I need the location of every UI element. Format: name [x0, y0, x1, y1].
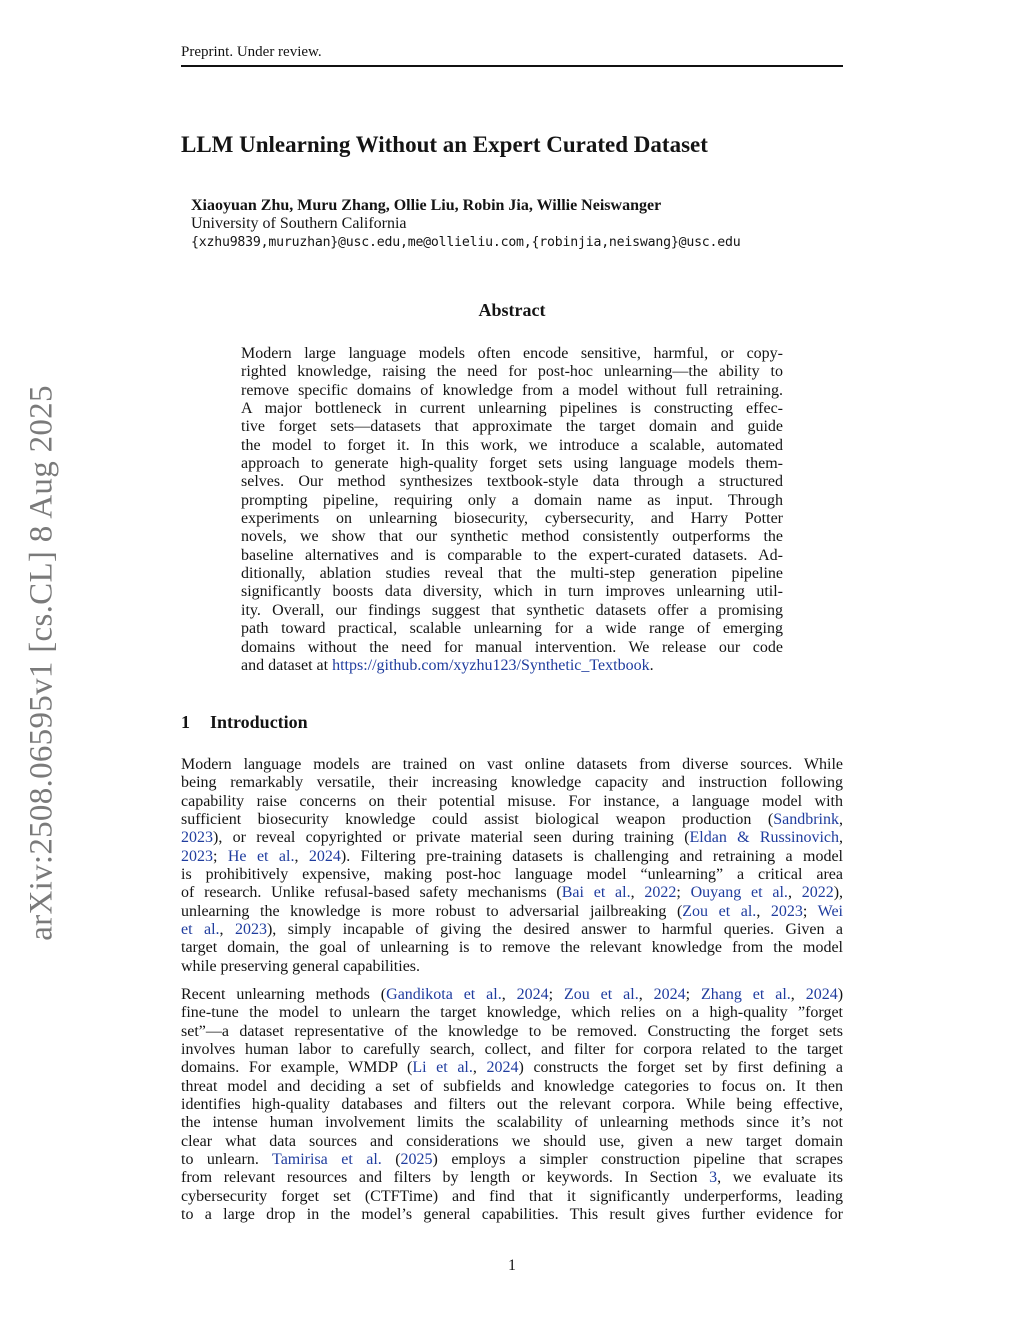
text-run: ,: [501, 986, 517, 1003]
text-line: [181, 1133, 843, 1151]
author-list: Xiaoyuan Zhu, Muru Zhang, Ollie Liu, Robin Jia, Willie Neiswanger: [191, 197, 662, 214]
citation-link[interactable]: 2024: [653, 986, 686, 1003]
text-run: ;: [685, 986, 701, 1003]
text-run: ditionally, ablation studies reveal that the multi-step generation pipeline: [241, 565, 783, 583]
text-run: Modern language models are trained on vast online datasets from diverse sources. While: [181, 756, 843, 773]
citation-link[interactable]: Gandikota et al.: [386, 986, 502, 1003]
citation-link[interactable]: 2023: [181, 847, 213, 865]
text-run: capability raise concerns on their potential misuse. For instance, a language model with: [181, 792, 843, 810]
text-run: the intense human involvement limits the scalability of unlearning methods since it’s not: [181, 1114, 843, 1132]
text-run: domains without the need for manual intervention. We release our code: [241, 638, 783, 656]
text-line: [181, 1169, 843, 1187]
text-run: to unlearn.: [181, 1151, 273, 1169]
text-line: [241, 657, 783, 675]
text-line: [241, 345, 783, 363]
text-line: [181, 774, 843, 792]
text-line: [181, 793, 843, 811]
text-line: [181, 1004, 843, 1022]
text-line: [181, 921, 843, 939]
text-run: Modern large language models often encode sensitive, harmful, or copy-: [241, 345, 783, 362]
text-run: clear what data sources and considerations we should use, given a new target domain: [181, 1132, 843, 1150]
text-line: [241, 547, 783, 565]
citation-link[interactable]: Bai et al.: [561, 884, 631, 902]
text-line: [181, 1206, 843, 1224]
text-line: [181, 848, 843, 866]
citation-link[interactable]: 2023: [770, 902, 803, 920]
text-line: [241, 620, 783, 638]
citation-link[interactable]: Zhang et al.: [700, 986, 791, 1003]
text-line: [181, 866, 843, 884]
text-line: [241, 510, 783, 528]
text-line: [181, 811, 843, 829]
text-run: and dataset at: [241, 656, 333, 674]
text-run: remove specific domains of knowledge from a model without full retraining.: [241, 381, 783, 399]
intro-paragraph-1: [181, 756, 843, 976]
text-line: [241, 565, 783, 583]
text-line: [181, 1078, 843, 1096]
text-run: ;: [548, 986, 564, 1003]
text-run: ),: [833, 884, 843, 902]
citation-link[interactable]: 2024: [805, 986, 838, 1003]
abstract-heading: Abstract: [478, 300, 546, 320]
text-run: the model to forget it. In this work, we introduce a scalable, automated: [241, 436, 783, 454]
citation-link[interactable]: et al.: [181, 921, 220, 939]
citation-link[interactable]: 2025: [400, 1151, 433, 1169]
text-run: (: [381, 1151, 401, 1169]
text-run: sufficient biosecurity knowledge could assist biological weapon production (: [181, 811, 774, 829]
text-run: Recent unlearning methods (: [181, 986, 387, 1003]
text-line: [181, 986, 843, 1004]
citation-link[interactable]: Ouyang et al.: [690, 884, 788, 902]
citation-link[interactable]: 2023: [181, 829, 213, 847]
affiliation: University of Southern California: [191, 215, 407, 232]
text-line: [241, 528, 783, 546]
text-run: ). Filtering pre-training datasets is challenging and retraining a model: [340, 847, 843, 865]
text-run: ,: [839, 829, 843, 847]
text-run: significantly boosts data diversity, which in turn improves unlearning util-: [241, 583, 783, 601]
text-run: tive forget sets—datasets that approximate the target domain and guide: [241, 418, 783, 436]
text-line: [241, 639, 783, 657]
text-run: ,: [294, 847, 309, 865]
citation-link[interactable]: He et al.: [227, 847, 295, 865]
text-run: ity. Overall, our findings suggest that synthetic datasets offer a promising: [241, 601, 783, 619]
text-run: set”—a dataset representative of the knowledge to be removed. Constructing the forget sets: [181, 1022, 843, 1040]
text-line: [181, 1041, 843, 1059]
text-run: ) employs a simpler construction pipeline that scrapes: [432, 1151, 843, 1169]
text-line: [181, 1188, 843, 1206]
text-run: fine-tune the model to unlearn the target knowledge, which relies on a high-quality ”forget: [181, 1004, 843, 1022]
text-run: ;: [802, 902, 818, 920]
text-run: domains. For example, WMDP (: [181, 1059, 413, 1077]
page-number: 1: [508, 1257, 516, 1274]
citation-link[interactable]: Tamirisa et al.: [272, 1151, 382, 1169]
text-run: righted knowledge, raising the need for post-hoc unlearning—the ability to: [241, 363, 783, 381]
citation-link[interactable]: Sandbrink: [773, 811, 839, 829]
text-run: being remarkably versatile, their increasing knowledge capacity and instruction following: [181, 774, 843, 792]
text-run: approach to generate high-quality forget sets using language models them-: [241, 455, 783, 473]
text-run: involves human labor to carefully search, collect, and filter for corpora related to the target: [181, 1041, 843, 1059]
text-line: [181, 1023, 843, 1041]
text-line: [181, 1096, 843, 1114]
text-run: ,: [756, 902, 771, 920]
text-line: [181, 884, 843, 902]
citation-link[interactable]: Eldan & Russinovich: [689, 829, 839, 847]
text-run: of research. Unlike refusal-based safety mechanisms (: [181, 884, 562, 902]
text-line: [241, 400, 783, 418]
text-run: ): [837, 986, 843, 1003]
text-run: threat model and deciding a set of subfields and knowledge categories to focus on. It then: [181, 1077, 843, 1095]
text-run: ) constructs the forget set by first defining a: [518, 1059, 843, 1077]
text-line: [181, 756, 843, 774]
citation-link[interactable]: Zou et al.: [564, 986, 639, 1003]
text-line: [181, 1059, 843, 1077]
author-emails: {xzhu9839,muruzhan}@usc.edu,me@ollieliu.com,{robinjia,neiswang}@usc.edu: [191, 235, 741, 250]
text-line: [181, 958, 843, 976]
citation-link[interactable]: Li et al.: [412, 1059, 473, 1077]
text-line: [241, 418, 783, 436]
abstract-body: [241, 345, 783, 675]
section-title: Introduction: [210, 712, 308, 732]
citation-link[interactable]: Wei: [817, 902, 843, 920]
text-run: novels, we show that our synthetic method consistently outperforms the: [241, 528, 783, 546]
text-run: ,: [790, 986, 806, 1003]
text-run: ,: [839, 811, 843, 829]
text-run: ,: [787, 884, 802, 902]
citation-link[interactable]: 2022: [801, 884, 834, 902]
text-line: [181, 903, 843, 921]
text-run: cybersecurity forget set (CTFTime) and find that it significantly underperforms, leading: [181, 1187, 843, 1205]
text-line: [241, 602, 783, 620]
text-run: is prohibitively expensive, making post-hoc language model “unlearning” a critical area: [181, 866, 843, 884]
text-line: [241, 437, 783, 455]
text-run: while preserving general capabilities.: [181, 957, 421, 975]
text-run: prompting pipeline, requiring only a domain name as input. Through: [241, 491, 783, 509]
arxiv-stamp: arXiv:2508.06595v1 [cs.CL] 8 Aug 2025: [23, 385, 60, 941]
text-run: ), simply incapable of giving the desired answer to harmful queries. Given a: [266, 921, 843, 939]
text-line: [241, 473, 783, 491]
text-line: [181, 1114, 843, 1132]
text-run: experiments on unlearning biosecurity, cybersecurity, and Harry Potter: [241, 510, 783, 528]
text-run: , we evaluate its: [717, 1169, 843, 1187]
intro-paragraph-2: [181, 986, 843, 1224]
text-run: ,: [472, 1059, 487, 1077]
section-heading-introduction: [181, 712, 308, 733]
citation-link[interactable]: Zou et al.: [682, 902, 757, 920]
text-run: ,: [219, 921, 235, 939]
text-run: .: [649, 656, 654, 674]
text-run: ;: [213, 847, 228, 865]
citation-link[interactable]: 2023: [234, 921, 267, 939]
text-run: path toward practical, scalable unlearning for a wide range of emerging: [241, 620, 783, 638]
text-line: [241, 492, 783, 510]
text-line: [241, 382, 783, 400]
citation-link[interactable]: https://github.com/xyzhu123/Synthetic_Textbook: [332, 656, 650, 674]
text-run: identifies high-quality databases and filters out the relevant corpora. While being effective,: [181, 1096, 843, 1114]
text-run: ;: [676, 884, 691, 902]
running-header: Preprint. Under review.: [181, 44, 322, 60]
paper-title: LLM Unlearning Without an Expert Curated Dataset: [181, 132, 708, 157]
text-run: unlearning the knowledge is more robust to adversarial jailbreaking (: [181, 902, 683, 920]
text-line: [241, 583, 783, 601]
text-run: ), or reveal copyrighted or private material seen during training (: [213, 829, 690, 847]
text-run: target domain, the goal of unlearning is to remove the relevant knowledge from the model: [181, 939, 843, 957]
text-line: [241, 455, 783, 473]
section-number: 1: [181, 712, 190, 732]
text-run: from relevant resources and filters by length or keywords. In Section: [181, 1169, 710, 1187]
citation-link[interactable]: 2024: [308, 847, 341, 865]
text-line: [181, 1151, 843, 1169]
citation-link[interactable]: 2022: [644, 884, 677, 902]
text-line: [241, 363, 783, 381]
citation-link[interactable]: 2024: [516, 986, 549, 1003]
text-run: ,: [630, 884, 645, 902]
citation-link[interactable]: 2024: [486, 1059, 519, 1077]
text-line: [181, 829, 843, 847]
citation-link[interactable]: 3: [709, 1169, 718, 1187]
text-run: selves. Our method synthesizes textbook-style data through a structured: [241, 473, 783, 491]
header-rule: [181, 65, 843, 67]
text-run: to a large drop in the model’s general capabilities. This result gives further evidence for: [181, 1206, 843, 1224]
text-run: A major bottleneck in current unlearning pipelines is constructing effec-: [241, 400, 783, 418]
text-run: ,: [638, 986, 654, 1003]
text-line: [181, 939, 843, 957]
text-run: baseline alternatives and is comparable to the expert-curated datasets. Ad-: [241, 546, 783, 564]
